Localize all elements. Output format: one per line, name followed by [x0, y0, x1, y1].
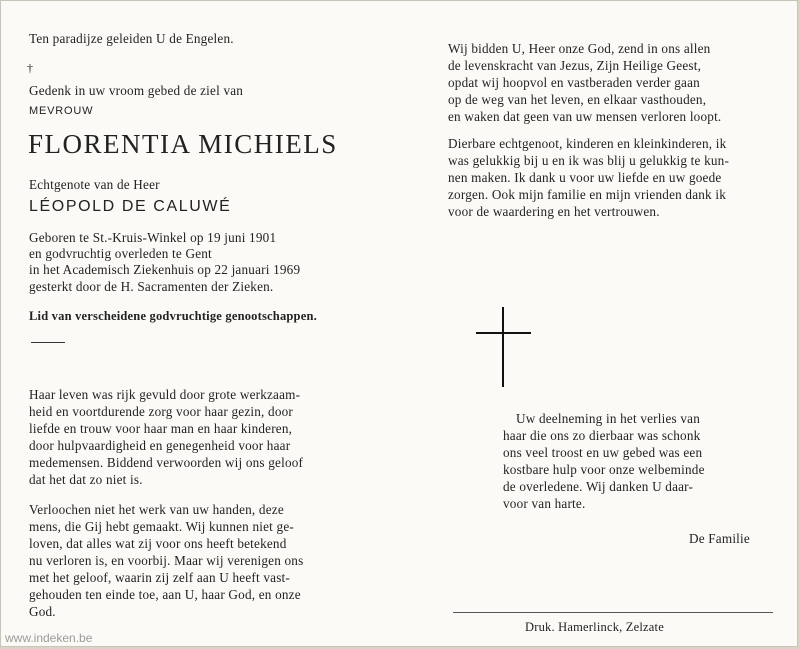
- watermark: www.indeken.be: [5, 631, 93, 645]
- para2-line-3: loven, dat alles wat zij voor ons heeft betekend: [29, 536, 287, 551]
- thanks-line-6: voor van harte.: [503, 496, 586, 511]
- para2-line-4: nu verloren is, en voorbij. Maar wij verenigen ons: [29, 553, 304, 568]
- membership-line: Lid van verscheidene godvruchtige genootschappen.: [29, 309, 317, 323]
- prayer-line-4: op de weg van het leven, en elkaar vasthouden,: [448, 92, 707, 107]
- opening-line: Ten paradijze geleiden U de Engelen.: [29, 31, 234, 46]
- para1-line-5: medemensen. Biddend verwoorden wij ons geloof: [29, 455, 304, 470]
- signature: De Familie: [689, 531, 750, 546]
- title-mevrouw: MEVROUW: [29, 105, 94, 117]
- thanks-line-2: haar die ons zo dierbaar was schonk: [503, 428, 701, 443]
- farewell-line-5: voor de waardering en het vertrouwen.: [448, 204, 660, 219]
- prayer-line-1: Wij bidden U, Heer onze God, zend in ons allen: [448, 41, 711, 56]
- thanks-line-4: kostbare hulp voor onze welbeminde: [503, 462, 705, 477]
- bottom-rule: [453, 612, 773, 613]
- thanks-line-5: de overledene. Wij danken U daar-: [503, 479, 694, 494]
- para1-line-3: liefde en trouw voor haar man en haar kinderen,: [29, 421, 293, 436]
- farewell-line-2: was gelukkig bij u en ik was blij u gelukkig te kun-: [448, 153, 730, 168]
- spouse-name: LÉOPOLD DE CALUWÉ: [29, 198, 232, 215]
- para2-line-2: mens, die Gij hebt gemaakt. Wij kunnen niet ge-: [29, 519, 294, 534]
- birth-line-2: en godvruchtig overleden te Gent: [29, 246, 212, 261]
- deceased-name: FLORENTIA MICHIELS: [28, 129, 338, 159]
- printer-line: Druk. Hamerlinck, Zelzate: [525, 620, 664, 634]
- para1-line-6: dat het dat zo niet is.: [29, 472, 143, 487]
- para1-line-1: Haar leven was rijk gevuld door grote werkzaam-: [29, 387, 301, 402]
- birth-line-4: gesterkt door de H. Sacramenten der Zieken.: [29, 279, 274, 294]
- small-cross-icon: †: [27, 61, 33, 75]
- cross-icon: [502, 307, 504, 387]
- para2-line-6: gehouden ten einde toe, aan U, haar God, en onze: [29, 587, 301, 602]
- spouse-intro: Echtgenote van de Heer: [29, 177, 160, 192]
- divider: [31, 342, 65, 343]
- para2-line-5: met het geloof, waarin zij zelf aan U heeft vast-: [29, 570, 290, 585]
- thanks-line-1: Uw deelneming in het verlies van: [516, 411, 701, 426]
- gedenk-line: Gedenk in uw vroom gebed de ziel van: [29, 83, 244, 98]
- para2-line-7: God.: [29, 604, 56, 619]
- cross-icon-bar: [476, 332, 531, 334]
- para1-line-4: door hulpvaardigheid en genegenheid voor haar: [29, 438, 291, 453]
- prayer-line-5: en waken dat geen van uw mensen verloren loopt.: [448, 109, 722, 124]
- farewell-line-4: zorgen. Ook mijn familie en mijn vrienden dank ik: [448, 187, 727, 202]
- birth-line-3: in het Academisch Ziekenhuis op 22 januari 1969: [29, 262, 301, 277]
- farewell-line-1: Dierbare echtgenoot, kinderen en kleinkinderen, ik: [448, 136, 727, 151]
- prayer-line-2: de levenskracht van Jezus, Zijn Heilige Geest,: [448, 58, 702, 73]
- birth-line-1: Geboren te St.-Kruis-Winkel op 19 juni 1901: [29, 230, 277, 245]
- para1-line-2: heid en voortdurende zorg voor haar gezin, door: [29, 404, 294, 419]
- prayer-line-3: opdat wij hoopvol en vastberaden verder gaan: [448, 75, 700, 90]
- farewell-line-3: nen maken. Ik dank u voor uw liefde en uw goede: [448, 170, 722, 185]
- para2-line-1: Verloochen niet het werk van uw handen, deze: [29, 502, 284, 517]
- thanks-line-3: ons veel troost en uw gebed was een: [503, 445, 703, 460]
